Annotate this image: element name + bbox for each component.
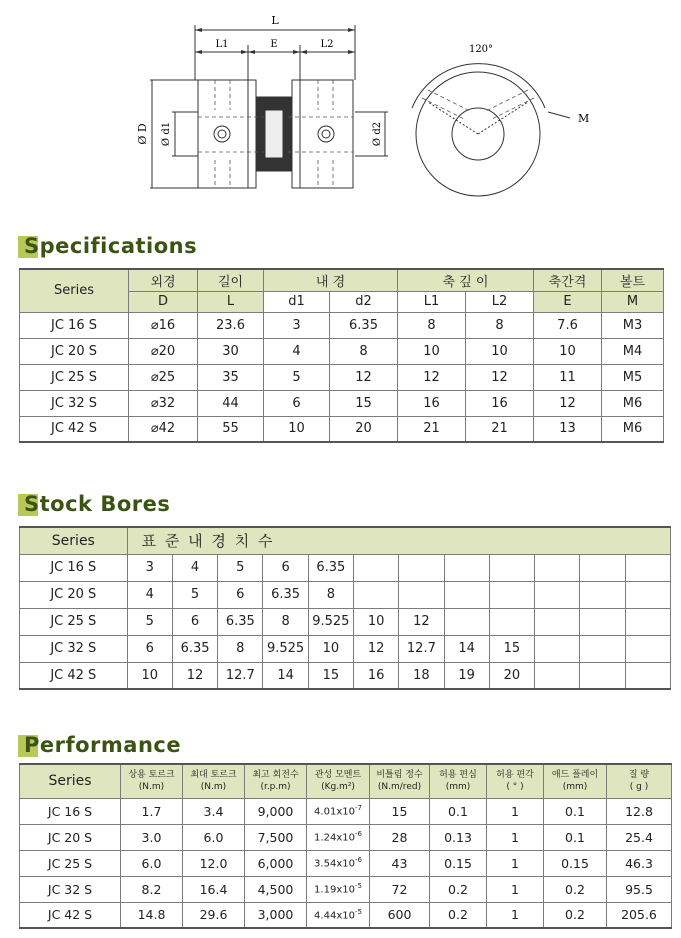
perf-cell-c5: 43 [370,850,430,876]
perf-cell-c4 [307,902,370,928]
stock-bores-header: 표 준 내 경 치 수 [127,527,670,554]
perf-header-unit: (N.m) [200,782,227,793]
stock-cell-bore [535,608,580,635]
table-row [20,902,672,928]
stock-cell-series: JC 20 S [20,581,128,608]
perf-title: Performance [24,733,182,757]
specs-cell-series: JC 25 S [20,364,129,390]
perf-cell-c6: 0.15 [430,850,487,876]
stock-cell-bore: 14 [444,635,489,662]
table-row [20,662,671,689]
stock-cell-bore: 5 [218,554,263,581]
specs-cell-d1: 4 [264,338,330,364]
dim-L2: L2 [320,39,334,50]
perf-header-c6 [430,764,487,798]
specs-cell-l2: 10 [466,338,534,364]
perf-header-unit: (Kg.m²) [321,782,355,793]
perf-header-unit: (mm) [562,782,588,793]
specs-cell-e: 11 [534,364,602,390]
stock-cell-bore: 12 [399,608,444,635]
specs-cell-d: ⌀20 [129,338,198,364]
dim-phid2: Ø d2 [372,121,383,147]
perf-cell-c7: 1 [487,876,544,902]
specs-cell-m: M6 [602,390,664,416]
stock-cell-bore [580,554,625,581]
stock-cell-bore [353,554,398,581]
inertia-exponent: -5 [354,882,362,891]
specs-L1-sub: L1 [398,291,466,312]
perf-cell-c7: 1 [487,798,544,824]
specs-cell-d1: 6 [264,390,330,416]
perf-cell-c1: 14.8 [121,902,183,928]
stock-cell-bore [625,662,670,689]
stock-cell-bore [535,662,580,689]
perf-cell-c3: 4,500 [245,876,307,902]
perf-header-unit: (mm) [445,782,471,793]
perf-cell-c8: 0.15 [544,850,607,876]
specs-cell-l: 55 [198,416,264,442]
specs-L2-sub: L2 [466,291,534,312]
stock-cell-bore: 6.35 [263,581,308,608]
stock-title: Stock Bores [24,492,171,516]
inertia-mantissa: 1.19x10 [314,884,355,896]
inertia-mantissa: 4.44x10 [314,910,355,922]
perf-header-unit: (r.p.m) [260,782,291,793]
specs-depth-header: 축 깊 이 [398,269,534,291]
perf-header-label: 허용 편심 [439,770,477,781]
perf-cell-c9: 25.4 [607,824,672,850]
perf-cell-c9: 12.8 [607,798,672,824]
specs-cell-d: ⌀25 [129,364,198,390]
perf-cell-series: JC 25 S [20,850,121,876]
perf-cell-c4 [307,876,370,902]
specs-cell-d: ⌀16 [129,312,198,338]
perf-table [19,763,672,929]
stock-cell-bore: 20 [489,662,534,689]
specs-title: Specifications [24,234,198,258]
stock-cell-bore [625,635,670,662]
stock-cell-series: JC 42 S [20,662,128,689]
stock-cell-bore: 14 [263,662,308,689]
specs-bolt-header: 볼트 [602,269,664,291]
specs-d1-sub: d1 [264,291,330,312]
specs-M-sub: M [602,291,664,312]
table-row [20,876,672,902]
dim-M: M [578,112,590,125]
specs-cell-m: M6 [602,416,664,442]
specs-cell-d: ⌀42 [129,416,198,442]
table-row [20,798,672,824]
specs-heading [18,232,197,260]
stock-cell-bore [625,554,670,581]
perf-cell-series: JC 20 S [20,824,121,850]
perf-cell-c5: 15 [370,798,430,824]
stock-cell-bore [444,581,489,608]
perf-header-c7 [487,764,544,798]
specs-cell-l: 44 [198,390,264,416]
inertia-mantissa: 4.01x10 [314,806,355,818]
stock-cell-bore [580,608,625,635]
perf-header-c3 [245,764,307,798]
specs-cell-d1: 10 [264,416,330,442]
perf-cell-c4 [307,850,370,876]
specs-cell-m: M5 [602,364,664,390]
dim-L: L [271,14,279,27]
stock-cell-bore [444,554,489,581]
perf-cell-c1: 6.0 [121,850,183,876]
coupling-drawing [0,0,681,215]
stock-cell-bore: 12.7 [218,662,263,689]
specs-cell-l1: 12 [398,364,466,390]
specs-bore-header: 내 경 [264,269,398,291]
perf-header-label: 상용 토르크 [128,770,175,781]
specs-cell-m: M4 [602,338,664,364]
dim-phiD: Ø D [136,123,149,145]
specs-cell-e: 13 [534,416,602,442]
specs-cell-l2: 8 [466,312,534,338]
perf-cell-c9: 46.3 [607,850,672,876]
inertia-exponent: -7 [354,804,362,813]
stock-cell-bore: 6 [172,608,217,635]
perf-header-label: 비틀림 정수 [376,770,423,781]
perf-header-label: 최고 회전수 [252,770,299,781]
perf-cell-c2: 3.4 [183,798,245,824]
stock-cell-bore: 16 [353,662,398,689]
stock-cell-bore: 10 [127,662,172,689]
perf-series-header: Series [20,764,121,798]
specs-cell-l2: 12 [466,364,534,390]
specs-outer-header: 외경 [129,269,198,291]
perf-cell-c6: 0.13 [430,824,487,850]
specs-gap-header: 축간격 [534,269,602,291]
perf-cell-c3: 9,000 [245,798,307,824]
table-row [20,364,664,390]
perf-cell-c2: 16.4 [183,876,245,902]
specs-cell-d2: 8 [330,338,398,364]
stock-cell-bore [399,581,444,608]
perf-cell-c5: 28 [370,824,430,850]
stock-cell-bore [444,608,489,635]
stock-cell-bore: 12.7 [399,635,444,662]
inertia-mantissa: 1.24x10 [314,832,355,844]
inertia-exponent: -5 [354,908,362,917]
perf-cell-c6: 0.2 [430,902,487,928]
stock-cell-bore: 15 [308,662,353,689]
specs-table [19,268,664,443]
table-row [20,635,671,662]
specs-length-header: 길이 [198,269,264,291]
specs-L-sub: L [198,291,264,312]
specs-cell-d1: 5 [264,364,330,390]
specs-cell-l: 30 [198,338,264,364]
perf-header-label: 최대 토르크 [190,770,237,781]
stock-cell-series: JC 16 S [20,554,128,581]
stock-cell-series: JC 32 S [20,635,128,662]
perf-cell-c3: 7,500 [245,824,307,850]
inertia-exponent: -6 [354,830,362,839]
perf-cell-c8: 0.1 [544,798,607,824]
inertia-exponent: -6 [354,856,362,865]
stock-cell-bore [580,635,625,662]
perf-cell-c1: 1.7 [121,798,183,824]
stock-cell-bore: 6 [218,581,263,608]
stock-cell-bore [399,554,444,581]
table-row [20,824,672,850]
perf-cell-c1: 8.2 [121,876,183,902]
specs-cell-l2: 21 [466,416,534,442]
specs-cell-l: 23.6 [198,312,264,338]
stock-cell-bore: 12 [353,635,398,662]
perf-cell-c6: 0.1 [430,798,487,824]
perf-header-c4 [307,764,370,798]
stock-cell-bore [489,581,534,608]
stock-cell-bore [580,581,625,608]
stock-cell-bore: 9.525 [263,635,308,662]
perf-cell-c9: 95.5 [607,876,672,902]
specs-cell-l1: 16 [398,390,466,416]
perf-header-label: 질 량 [628,770,650,781]
table-row [20,338,664,364]
dim-L1: L1 [215,39,229,50]
perf-cell-series: JC 32 S [20,876,121,902]
stock-cell-bore: 8 [308,581,353,608]
perf-cell-c3: 3,000 [245,902,307,928]
stock-cell-bore: 3 [127,554,172,581]
perf-cell-c8: 0.2 [544,902,607,928]
specs-cell-e: 7.6 [534,312,602,338]
perf-cell-c9: 205.6 [607,902,672,928]
specs-cell-d2: 12 [330,364,398,390]
specs-cell-d2: 15 [330,390,398,416]
stock-table [19,526,671,690]
stock-cell-bore: 10 [353,608,398,635]
stock-cell-bore: 6.35 [308,554,353,581]
stock-cell-bore: 18 [399,662,444,689]
stock-cell-bore: 6 [263,554,308,581]
specs-cell-m: M3 [602,312,664,338]
specs-series-header: Series [20,269,129,312]
specs-cell-series: JC 32 S [20,390,129,416]
table-row [20,312,664,338]
perf-cell-c2: 6.0 [183,824,245,850]
perf-header-label: 관성 모멘트 [314,770,362,781]
perf-cell-series: JC 42 S [20,902,121,928]
perf-cell-c7: 1 [487,824,544,850]
dim-E: E [270,39,278,50]
specs-E-sub: E [534,291,602,312]
specs-cell-series: JC 16 S [20,312,129,338]
specs-cell-d1: 3 [264,312,330,338]
stock-cell-bore: 5 [127,608,172,635]
specs-cell-d: ⌀32 [129,390,198,416]
specs-cell-d2: 6.35 [330,312,398,338]
perf-heading [18,731,181,759]
table-row [20,554,671,581]
table-row [20,390,664,416]
perf-header-label: 애드 플레이 [551,770,599,781]
perf-cell-c5: 600 [370,902,430,928]
perf-header-label: 허용 편각 [496,770,534,781]
specs-cell-series: JC 42 S [20,416,129,442]
perf-header-unit: (N.m) [138,782,165,793]
dim-angle: 120° [468,44,494,55]
stock-cell-bore: 8 [263,608,308,635]
specs-D-sub: D [129,291,198,312]
perf-cell-c5: 72 [370,876,430,902]
specs-cell-l1: 10 [398,338,466,364]
perf-cell-c4 [307,798,370,824]
stock-cell-bore: 8 [218,635,263,662]
specs-cell-l2: 16 [466,390,534,416]
stock-series-header: Series [20,527,128,554]
table-row [20,850,672,876]
stock-cell-bore [353,581,398,608]
specs-cell-e: 12 [534,390,602,416]
specs-cell-series: JC 20 S [20,338,129,364]
perf-cell-c8: 0.1 [544,824,607,850]
perf-cell-c2: 12.0 [183,850,245,876]
dim-phid1: Ø d1 [161,121,172,147]
stock-cell-bore [535,581,580,608]
perf-header-c8 [544,764,607,798]
stock-cell-series: JC 25 S [20,608,128,635]
perf-cell-c1: 3.0 [121,824,183,850]
perf-header-unit: (N.m/red) [377,782,422,793]
stock-heading [18,490,170,518]
table-row [20,608,671,635]
perf-cell-series: JC 16 S [20,798,121,824]
stock-cell-bore [489,608,534,635]
perf-header-c2 [183,764,245,798]
stock-cell-bore [489,554,534,581]
stock-cell-bore [535,554,580,581]
stock-cell-bore: 4 [127,581,172,608]
specs-cell-d2: 20 [330,416,398,442]
stock-cell-bore [535,635,580,662]
perf-cell-c2: 29.6 [183,902,245,928]
stock-cell-bore: 9.525 [308,608,353,635]
perf-header-unit: ( ° ) [506,782,524,793]
stock-cell-bore: 4 [172,554,217,581]
stock-cell-bore: 6.35 [218,608,263,635]
stock-cell-bore: 19 [444,662,489,689]
stock-cell-bore: 15 [489,635,534,662]
stock-cell-bore [625,581,670,608]
perf-cell-c7: 1 [487,850,544,876]
table-row [20,416,664,442]
specs-cell-l1: 8 [398,312,466,338]
perf-header-c1 [121,764,183,798]
stock-cell-bore: 6.35 [172,635,217,662]
specs-cell-l: 35 [198,364,264,390]
perf-cell-c3: 6,000 [245,850,307,876]
perf-header-unit: ( g ) [629,782,649,793]
specs-d2-sub: d2 [330,291,398,312]
specs-cell-l1: 21 [398,416,466,442]
stock-cell-bore [625,608,670,635]
stock-cell-bore: 10 [308,635,353,662]
stock-cell-bore: 12 [172,662,217,689]
perf-cell-c6: 0.2 [430,876,487,902]
perf-cell-c8: 0.2 [544,876,607,902]
stock-cell-bore [580,662,625,689]
inertia-mantissa: 3.54x10 [314,858,355,870]
perf-cell-c7: 1 [487,902,544,928]
perf-header-c5 [370,764,430,798]
stock-cell-bore: 5 [172,581,217,608]
perf-cell-c4 [307,824,370,850]
table-row [20,581,671,608]
specs-cell-e: 10 [534,338,602,364]
stock-cell-bore: 6 [127,635,172,662]
perf-header-c9 [607,764,672,798]
